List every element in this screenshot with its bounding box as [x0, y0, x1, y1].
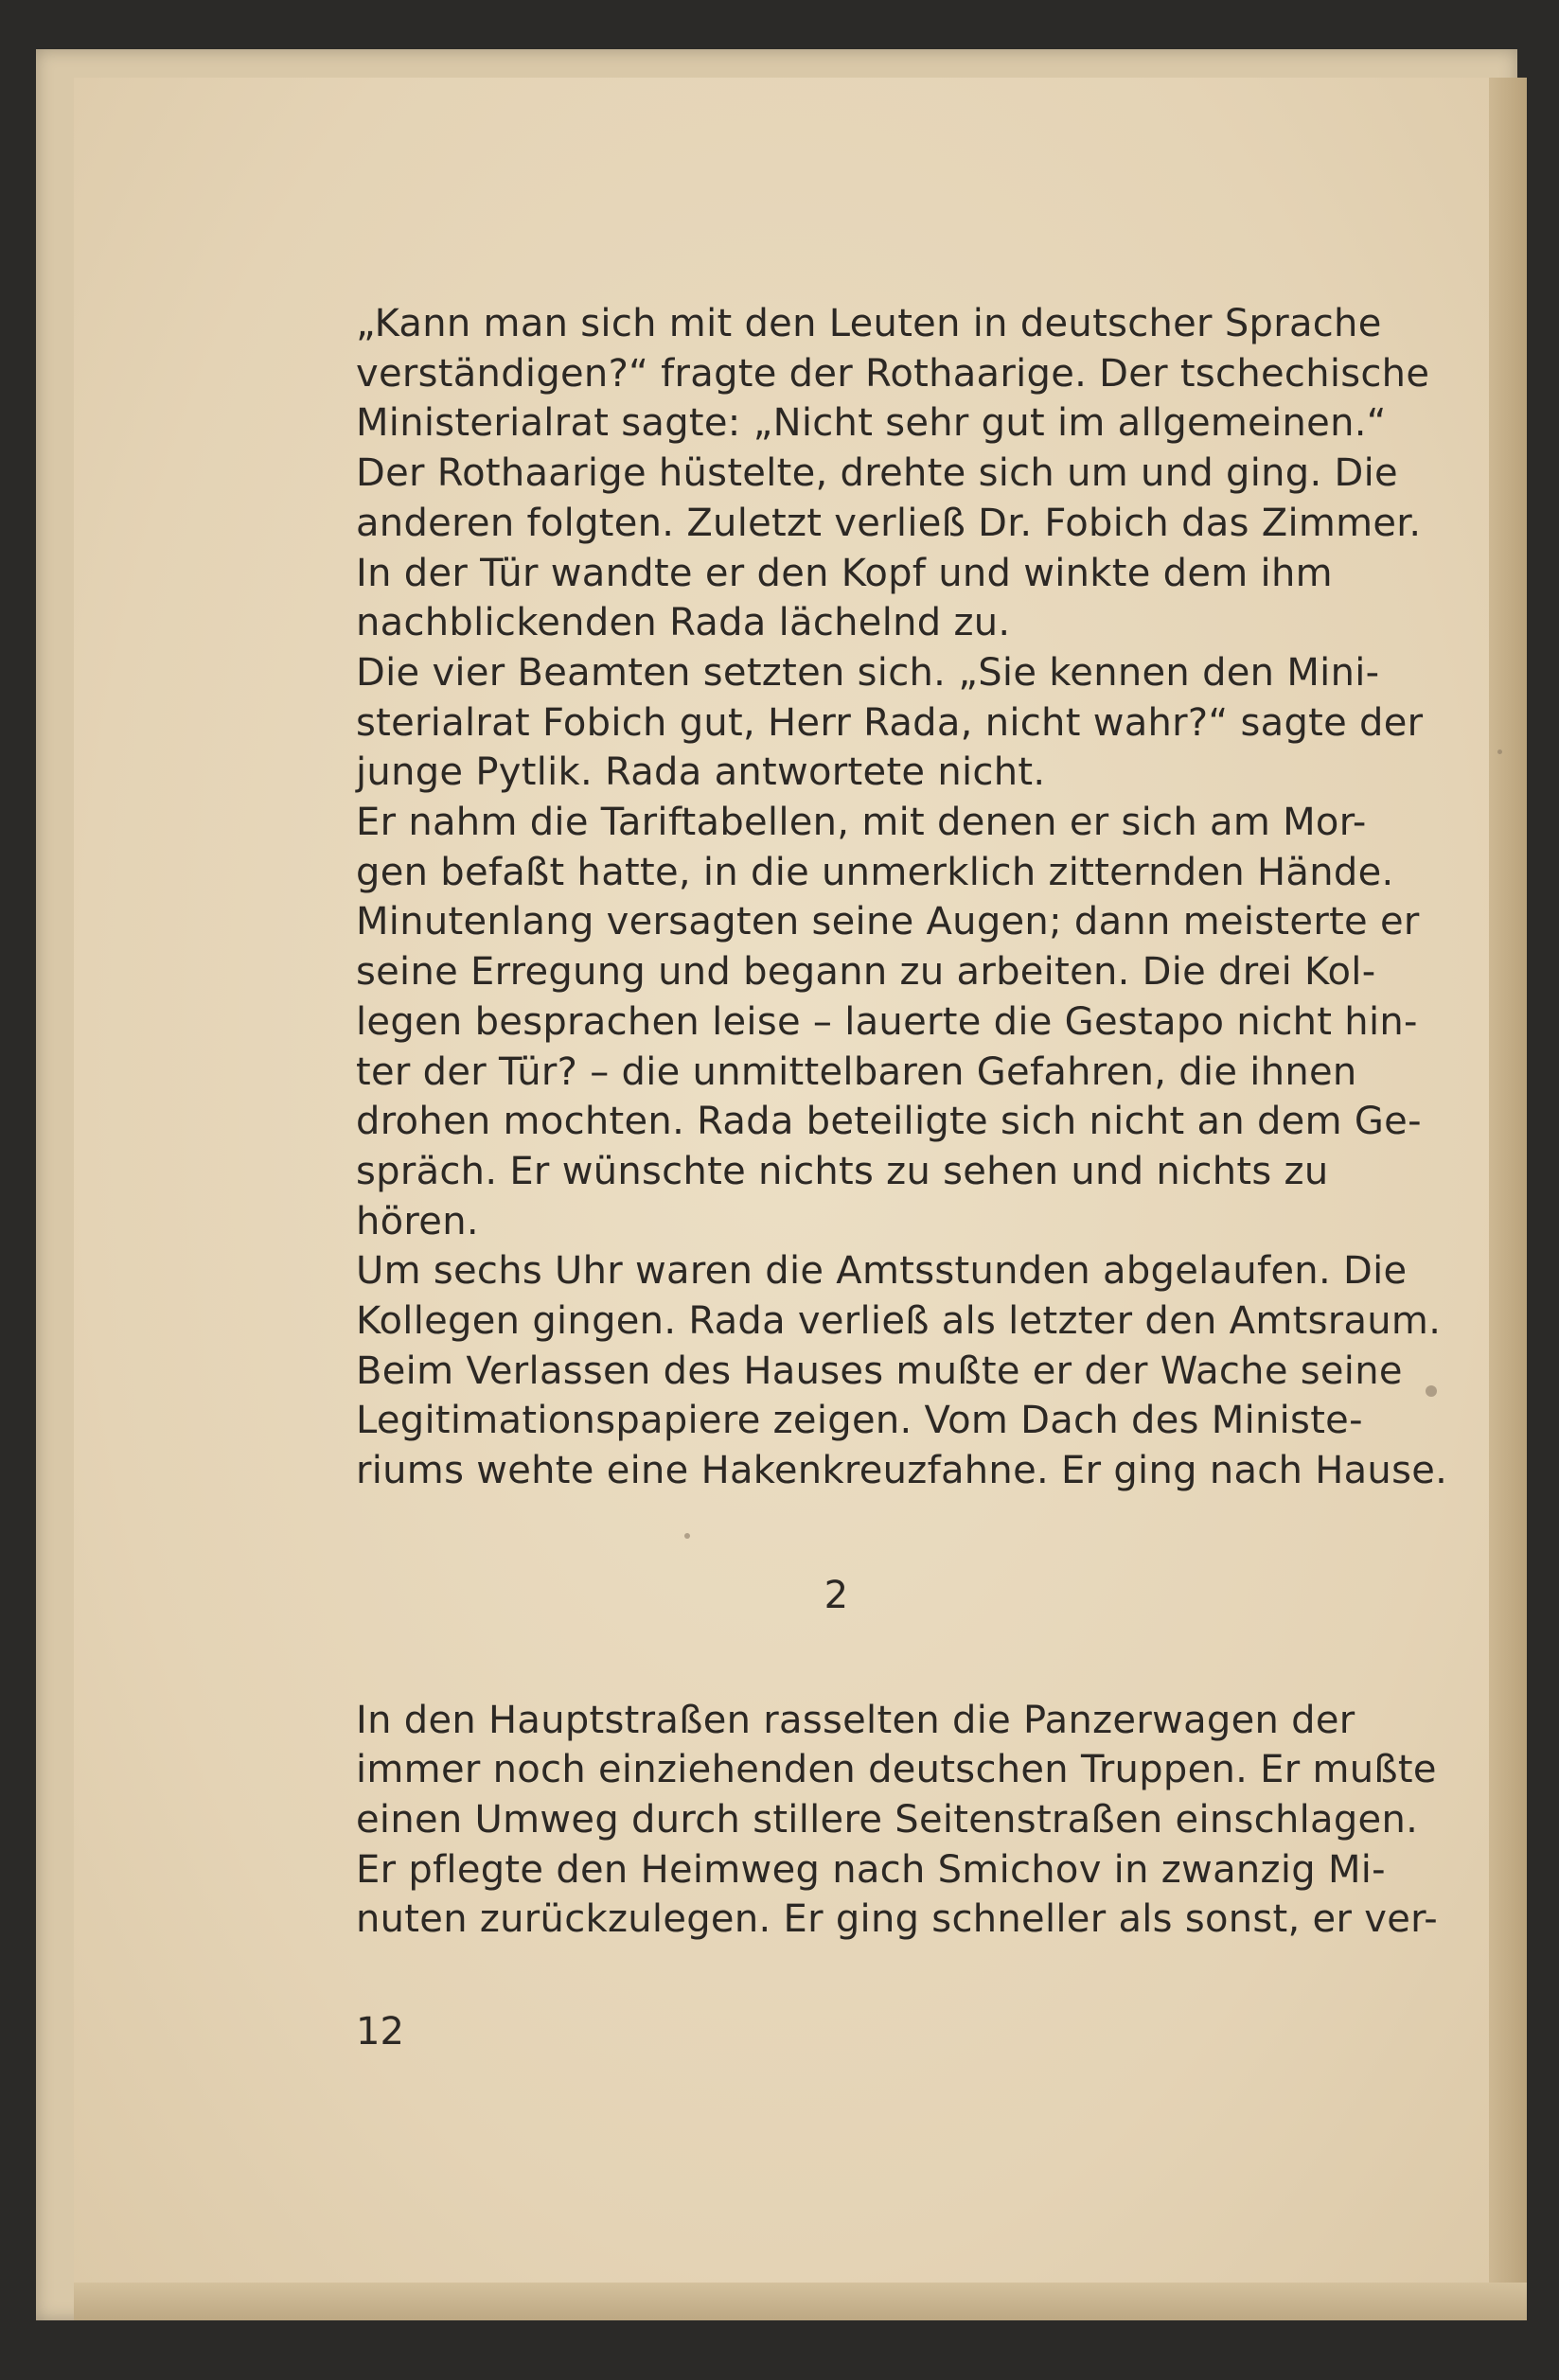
- text-line: Der Rothaarige hüstelte, drehte sich um und ging. Die: [356, 451, 1398, 496]
- text-line: immer noch einziehenden deutschen Truppen. Er mußte: [356, 1748, 1437, 1792]
- text-line: drohen mochten. Rada beteiligte sich nicht an dem Ge-: [356, 1100, 1422, 1144]
- body-text: [356, 299, 1448, 1945]
- section-gap: [356, 1496, 1317, 1546]
- chapter-number: 2: [824, 1573, 849, 1617]
- text-line: nuten zurückzulegen. Er ging schneller als sonst, er ver-: [356, 1897, 1439, 1942]
- text-line: „Kann man sich mit den Leuten in deutscher Sprache: [356, 302, 1382, 345]
- text-line: Er nahm die Tariftabellen, mit denen er sich am Mor-: [356, 801, 1367, 845]
- text-line: verständigen?“ fragte der Rothaarige. Der tschechische: [356, 351, 1430, 396]
- text-line: anderen folgten. Zuletzt verließ Dr. Fobich das Zimmer.: [356, 501, 1422, 545]
- paper-speck: [1426, 1385, 1437, 1397]
- text-line: Beim Verlassen des Hauses mußte er der Wache seine: [356, 1349, 1403, 1393]
- text-line: Legitimationspapiere zeigen. Vom Dach des Ministe-: [356, 1399, 1363, 1443]
- text-line: legen besprachen leise – lauerte die Gestapo nicht hin-: [356, 999, 1418, 1044]
- text-line: riums wehte eine Hakenkreuzfahne. Er ging nach Hause.: [356, 1449, 1448, 1493]
- page-number: 12: [356, 2010, 404, 2054]
- paper-speck: [1497, 749, 1502, 754]
- text-line: seine Erregung und begann zu arbeiten. Die drei Kol-: [356, 950, 1376, 995]
- text-line: spräch. Er wünschte nichts zu sehen und nichts zu: [356, 1149, 1329, 1193]
- text-line: Ministerialrat sagte: „Nicht sehr gut im allgemeinen.“: [356, 401, 1387, 446]
- text-line: Minutenlang versagten seine Augen; dann meisterte er: [356, 900, 1420, 944]
- text-line: nachblickenden Rada lächelnd zu.: [356, 601, 1011, 645]
- text-line: In den Hauptstraßen rasselten die Panzerwagen der: [356, 1698, 1355, 1742]
- text-line: Um sechs Uhr waren die Amtsstunden abgelaufen. Die: [356, 1249, 1408, 1294]
- text-line: Die vier Beamten setzten sich. „Sie kennen den Mini-: [356, 650, 1380, 695]
- text-line: ter der Tür? – die unmittelbaren Gefahren, die ihnen: [356, 1049, 1357, 1094]
- page-edge-right: [1489, 78, 1527, 2292]
- text-line: Kollegen gingen. Rada verließ als letzter den Amtsraum.: [356, 1299, 1442, 1344]
- text-line: In der Tür wandte er den Kopf und winkte dem ihm: [356, 551, 1333, 595]
- page-edge-bottom: [74, 2283, 1527, 2320]
- text-line: gen befaßt hatte, in die unmerklich zitternden Hände.: [356, 850, 1394, 894]
- text-line: einen Umweg durch stillere Seitenstraßen einschlagen.: [356, 1797, 1419, 1842]
- text-line: junge Pytlik. Rada antwortete nicht.: [356, 750, 1046, 795]
- text-line: sterialrat Fobich gut, Herr Rada, nicht wahr?“ sagte der: [356, 700, 1424, 745]
- text-line: Er pflegte den Heimweg nach Smichov in zwanzig Mi-: [356, 1847, 1386, 1892]
- text-line: hören.: [356, 1199, 479, 1243]
